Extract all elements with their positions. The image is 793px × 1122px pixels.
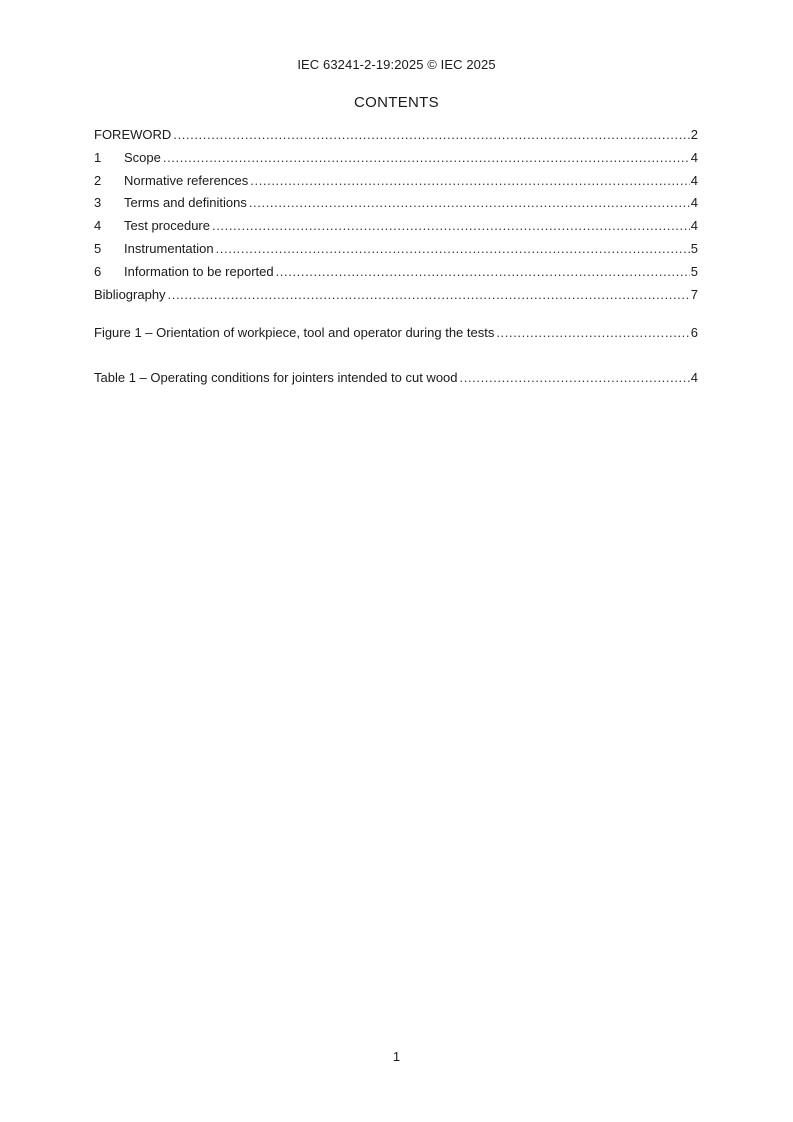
dot-leader [163,149,690,166]
toc-entry-page: 5 [690,263,698,279]
toc-entry-page: 4 [690,149,698,165]
page-number: 1 [392,1049,401,1064]
toc-entry-page: 7 [690,286,698,302]
toc-entry-number: 1 [94,149,102,165]
page-header: IEC 63241-2-19:2025 © IEC 2025 [297,57,496,72]
toc-entry-page: 5 [690,240,698,256]
toc-entry-number: 3 [94,195,102,211]
dot-leader [249,194,690,211]
toc-entry-label: Scope [124,149,161,165]
toc-entry-number: 2 [94,172,102,188]
list-of-figures [94,324,698,347]
toc-entry-number: 4 [94,218,102,234]
figure-entry-1[interactable] [94,324,698,347]
toc-entry-foreword[interactable] [94,126,698,149]
contents-title: CONTENTS [354,94,439,111]
figure-entry-label: Figure 1 – Orientation of workpiece, tool and operator during the tests [94,325,495,340]
dot-leader [496,324,689,341]
toc-entry-scope[interactable] [94,149,698,172]
toc-entry-normative-references[interactable] [94,172,698,195]
dot-leader [460,369,690,386]
toc-entry-number: 5 [94,240,102,256]
toc-entry-page: 2 [690,127,698,142]
toc-entry-bibliography[interactable] [94,286,698,309]
toc-entry-test-procedure[interactable] [94,217,698,240]
dot-leader [173,126,689,143]
toc-entry-information-to-be-reported[interactable] [94,263,698,286]
dot-leader [212,217,690,234]
toc-entry-label: FOREWORD [94,127,172,142]
toc-entry-instrumentation[interactable] [94,240,698,263]
dot-leader [216,240,690,257]
toc-entry-label: Test procedure [124,218,210,234]
table-entry-1[interactable] [94,369,698,392]
toc-entry-page: 4 [690,195,698,211]
toc-entry-number: 6 [94,263,102,279]
toc-entry-label: Normative references [124,172,249,188]
toc-entry-label: Terms and definitions [124,195,247,211]
dot-leader [250,172,689,189]
table-entry-label: Table 1 – Operating conditions for jointers intended to cut wood [94,370,458,385]
dot-leader [168,286,690,303]
toc-entry-terms-and-definitions[interactable] [94,194,698,217]
toc-entry-page: 4 [690,172,698,188]
table-of-contents [94,126,698,308]
toc-entry-label: Information to be reported [124,263,274,279]
toc-entry-page: 4 [690,218,698,234]
dot-leader [276,263,690,280]
toc-entry-label: Instrumentation [124,240,214,256]
toc-entry-label: Bibliography [94,286,166,302]
figure-entry-page: 6 [690,325,698,340]
list-of-tables [94,369,698,392]
table-entry-page: 4 [690,370,698,385]
